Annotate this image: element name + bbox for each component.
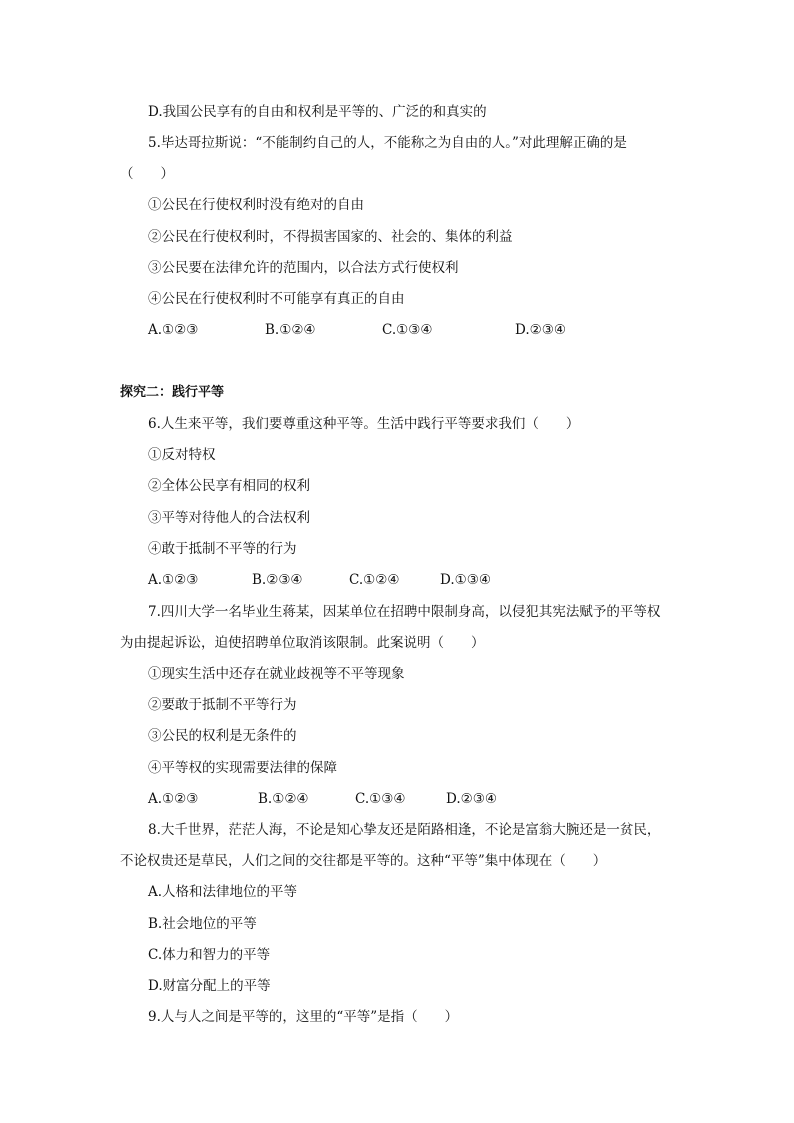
q7-stem-line2: 为由提起诉讼，迫使招聘单位取消该限制。此案说明（ ） <box>120 635 485 651</box>
q9-stem: 9.人与人之间是平等的，这里的“平等”是指（ ） <box>148 1009 459 1025</box>
q8-option-c: C.体力和智力的平等 <box>148 947 271 963</box>
q5-item-1: ①公民在行使权利时没有绝对的自由 <box>148 197 364 213</box>
q7-option-c: C.①③④ <box>355 791 406 807</box>
q7-option-d: D.②③④ <box>446 791 497 807</box>
q7-item-3: ③公民的权利是无条件的 <box>148 728 297 744</box>
section-2-title: 探究二：践行平等 <box>120 385 225 400</box>
q7-item-4: ④平等权的实现需要法律的保障 <box>148 760 337 776</box>
q6-option-a: A.①②③ <box>148 572 199 588</box>
q5-options <box>148 321 566 339</box>
q5-stem-line1: 5.毕达哥拉斯说：“不能制约自己的人，不能称之为自由的人。”对此理解正确的是 <box>148 135 627 151</box>
q7-item-2: ②要敢于抵制不平等行为 <box>148 697 297 713</box>
q8-option-d: D.财富分配上的平等 <box>148 978 271 994</box>
q6-item-3: ③平等对待他人的合法权利 <box>148 510 310 526</box>
q5-stem-line2: （ ） <box>120 166 174 182</box>
q7-stem-line1: 7.四川大学一名毕业生蒋某，因某单位在招聘中限制身高，以侵犯其宪法赋予的平等权 <box>148 604 661 620</box>
q6-option-d: D.①③④ <box>440 572 491 588</box>
q5-option-a: A.①②③ <box>148 322 199 338</box>
q8-option-a: A.人格和法律地位的平等 <box>148 884 298 900</box>
q8-option-b: B.社会地位的平等 <box>148 916 257 932</box>
q6-option-b: B.②③④ <box>252 572 303 588</box>
q5-option-d: D.②③④ <box>515 322 566 338</box>
q5-item-3: ③公民要在法律允许的范围内，以合法方式行使权利 <box>148 260 459 276</box>
q7-option-a: A.①②③ <box>148 791 199 807</box>
q4-option-d: D.我国公民享有的自由和权利是平等的、广泛的和真实的 <box>148 104 487 120</box>
q5-item-4: ④公民在行使权利时不可能享有真正的自由 <box>148 291 405 307</box>
q5-item-2: ②公民在行使权利时，不得损害国家的、社会的、集体的利益 <box>148 229 513 245</box>
q8-stem-line1: 8.大千世界，茫茫人海，不论是知心挚友还是陌路相逢，不论是富翁大腕还是一贫民， <box>148 822 661 838</box>
q6-item-4: ④敢于抵制不平等的行为 <box>148 541 297 557</box>
q7-options <box>148 790 497 808</box>
q7-option-b: B.①②④ <box>258 791 309 807</box>
q5-option-c: C.①③④ <box>382 322 433 338</box>
q6-option-c: C.①②④ <box>349 572 400 588</box>
q5-option-b: B.①②④ <box>265 322 316 338</box>
q6-item-2: ②全体公民享有相同的权利 <box>148 478 310 494</box>
q6-item-1: ①反对特权 <box>148 447 216 463</box>
q8-stem-line2: 不论权贵还是草民，人们之间的交往都是平等的。这种“平等”集中体现在（ ） <box>120 853 607 869</box>
q6-options <box>148 571 491 589</box>
q7-item-1: ①现实生活中还存在就业歧视等不平等现象 <box>148 666 405 682</box>
q6-stem: 6.人生来平等，我们要尊重这种平等。生活中践行平等要求我们（ ） <box>148 416 580 432</box>
